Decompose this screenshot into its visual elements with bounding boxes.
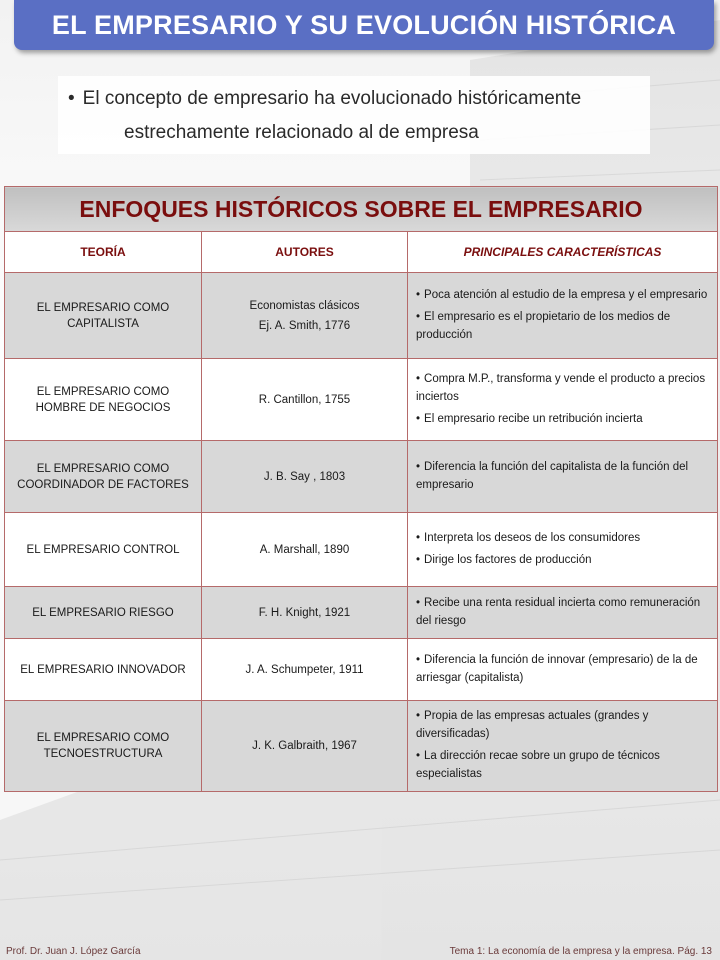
characteristic-text: Interpreta los deseos de los consumidores [424, 531, 641, 544]
characteristics-cell [408, 359, 718, 441]
characteristic-item [416, 747, 709, 783]
characteristic-text: El empresario es el propietario de los medios de producción [416, 310, 671, 341]
author-text: Economistas clásicos [249, 299, 360, 312]
page-title: EL EMPRESARIO Y SU EVOLUCIÓN HISTÓRICA [51, 9, 677, 40]
characteristic-item [416, 551, 709, 569]
table-row [5, 701, 718, 792]
table-title: ENFOQUES HISTÓRICOS SOBRE EL EMPRESARIO [5, 187, 718, 232]
bullet-icon: • [416, 288, 421, 301]
author-text: Ej. A. Smith, 1776 [258, 319, 351, 332]
page-title-bar [14, 0, 714, 50]
characteristic-item [416, 458, 709, 494]
characteristics-cell [408, 701, 718, 792]
bullet-icon: • [416, 310, 421, 323]
table-row [5, 441, 718, 513]
intro-box [58, 76, 650, 154]
intro-text-1: El concepto de empresario ha evolucionado históricamente [82, 88, 582, 109]
table-row [5, 639, 718, 701]
characteristic-text: Poca atención al estudio de la empresa y el empresario [424, 288, 708, 301]
characteristic-text: Diferencia la función del capitalista de la función del empresario [416, 460, 689, 491]
characteristic-item [416, 707, 709, 743]
table-row [5, 273, 718, 359]
characteristic-text: El empresario recibe un retribución incierta [424, 412, 643, 425]
column-header-characteristics: PRINCIPALES CARACTERÍSTICAS [408, 232, 718, 273]
characteristics-cell [408, 273, 718, 359]
characteristic-text: Dirige los factores de producción [424, 553, 592, 566]
table-row [5, 513, 718, 587]
bullet-icon: • [68, 88, 75, 109]
author-text: J. B. Say , 1803 [263, 470, 346, 483]
footer-page-info: Tema 1: La economía de la empresa y la empresa. Pág. 13 [449, 946, 712, 957]
characteristic-item [416, 594, 709, 630]
characteristic-item [416, 651, 709, 687]
theory-cell: EL EMPRESARIO COMO CAPITALISTA [5, 273, 202, 359]
characteristic-item [416, 370, 709, 406]
theory-cell: EL EMPRESARIO RIESGO [5, 587, 202, 639]
author-text: A. Marshall, 1890 [259, 543, 350, 556]
characteristics-cell [408, 639, 718, 701]
theory-cell: EL EMPRESARIO COMO HOMBRE DE NEGOCIOS [5, 359, 202, 441]
characteristic-item [416, 308, 709, 344]
characteristics-cell [408, 513, 718, 587]
theory-cell: EL EMPRESARIO INNOVADOR [5, 639, 202, 701]
theory-cell: EL EMPRESARIO CONTROL [5, 513, 202, 587]
authors-cell [202, 441, 408, 513]
author-text: J. K. Galbraith, 1967 [252, 740, 357, 752]
column-header-authors: AUTORES [202, 232, 408, 273]
characteristic-text: La dirección recae sobre un grupo de técnicos especialistas [416, 750, 660, 780]
authors-cell [202, 359, 408, 441]
characteristic-text: Diferencia la función de innovar (empresario) de la de arriesgar (capitalista) [416, 653, 698, 684]
author-text: J. A. Schumpeter, 1911 [245, 663, 364, 676]
authors-cell [202, 639, 408, 701]
historical-approaches-table [4, 186, 718, 792]
bullet-icon: • [416, 553, 421, 566]
table-row [5, 587, 718, 639]
column-header-theory: TEORÍA [5, 232, 202, 273]
bullet-icon: • [416, 653, 421, 666]
characteristic-text: Recibe una renta residual incierta como remuneración del riesgo [416, 596, 701, 627]
authors-cell [202, 701, 408, 792]
theory-cell: EL EMPRESARIO COMO TECNOESTRUCTURA [5, 701, 202, 792]
characteristic-item [416, 529, 709, 547]
author-text: R. Cantillon, 1755 [258, 393, 351, 406]
bullet-icon: • [416, 596, 421, 609]
characteristics-cell [408, 587, 718, 639]
intro-text-2: estrechamente relacionado al de empresa [124, 122, 479, 143]
bullet-icon: • [416, 372, 421, 385]
author-text: F. H. Knight, 1921 [258, 606, 351, 619]
bullet-icon: • [416, 710, 421, 722]
theory-cell: EL EMPRESARIO COMO COORDINADOR DE FACTORES [5, 441, 202, 513]
table-body [5, 273, 718, 792]
authors-cell [202, 587, 408, 639]
characteristic-text: Compra M.P., transforma y vende el producto a precios inciertos [416, 372, 706, 403]
bullet-icon: • [416, 531, 421, 544]
characteristic-item [416, 286, 709, 304]
authors-cell [202, 273, 408, 359]
authors-cell [202, 513, 408, 587]
bullet-icon: • [416, 412, 421, 425]
intro-line-1 [68, 88, 581, 110]
table-row [5, 359, 718, 441]
footer-author: Prof. Dr. Juan J. López García [6, 946, 141, 957]
bullet-icon: • [416, 750, 421, 762]
bullet-icon: • [416, 460, 421, 473]
characteristics-cell [408, 441, 718, 513]
characteristic-text: Propia de las empresas actuales (grandes y diversificadas) [416, 710, 649, 740]
characteristic-item [416, 410, 709, 428]
